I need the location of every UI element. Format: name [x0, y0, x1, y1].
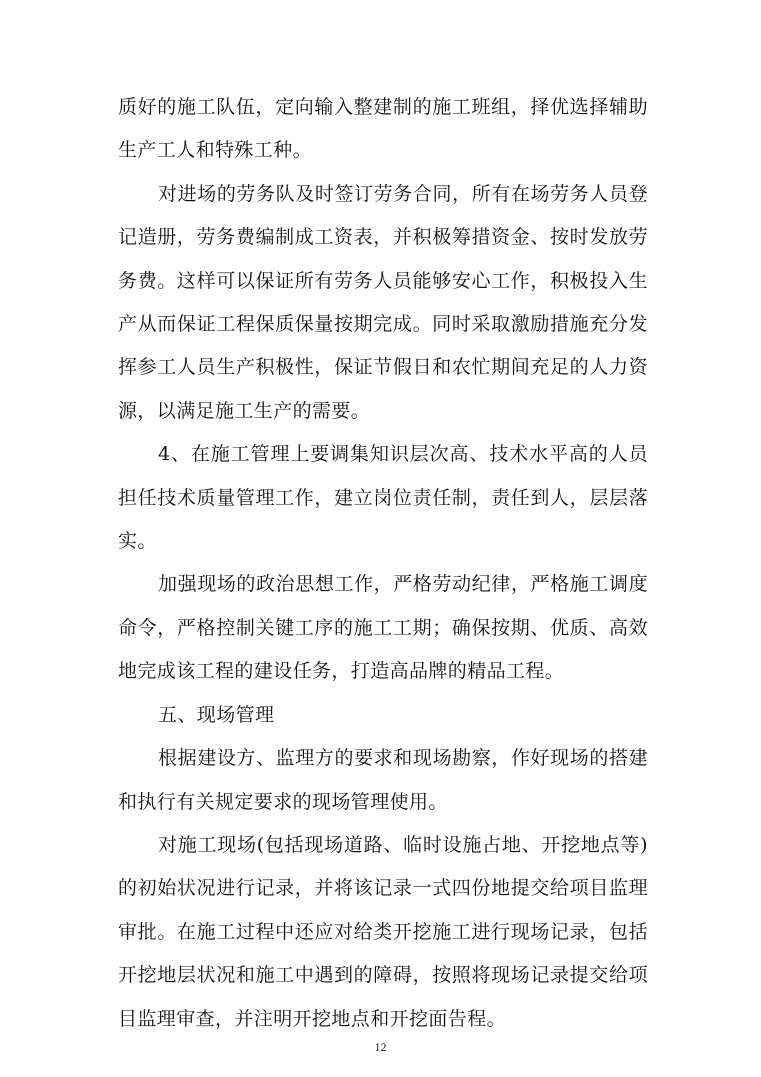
section-heading: 五、现场管理: [158, 703, 275, 726]
paragraph-3: 4、在施工管理上要调集知识层次高、技术水平高的人员担任技术质量管理工作，建立岗位责任制，责任到人，层层落实。: [118, 443, 648, 553]
page-number: 12: [374, 1040, 387, 1054]
paragraph-2: 对进场的劳务队及时签订劳务合同，所有在场劳务人员登记造册，劳务费编制成工资表，并积极筹措资金、按时发放劳务费。这样可以保证所有劳务人员能够安心工作，积极投入生产从而保证工程保质保量按期完成。同时采取激励措施充分发挥参工人员生产积极性，保证节假日和农忙期间充足的人力资源，以满足施工生产的需要。: [118, 182, 648, 422]
paragraph-4: 加强现场的政治思想工作，严格劳动纪律，严格施工调度命令，严格控制关键工序的施工工期；确保按期、优质、高效地完成该工程的建设任务，打造高品牌的精品工程。: [118, 573, 648, 683]
paragraph-1: 质好的施工队伍，定向输入整建制的施工班组，择优选择辅助生产工人和特殊工种。: [118, 96, 648, 162]
paragraph-6: 对施工现场(包括现场道路、临时设施占地、开挖地点等)的初始状况进行记录，并将该记录一式四份地提交给项目监理审批。在施工过程中还应对给类开挖施工进行现场记录，包括开挖地层状况和施工中遇到的障碍，按照将现场记录提交给项目监理审查，并注明开挖地点和开挖面告程。: [118, 833, 648, 1030]
paragraph-5: 根据建设方、监理方的要求和现场勘察，作好现场的搭建和执行有关规定要求的现场管理使用。: [118, 747, 648, 813]
document-body: [118, 86, 648, 1041]
